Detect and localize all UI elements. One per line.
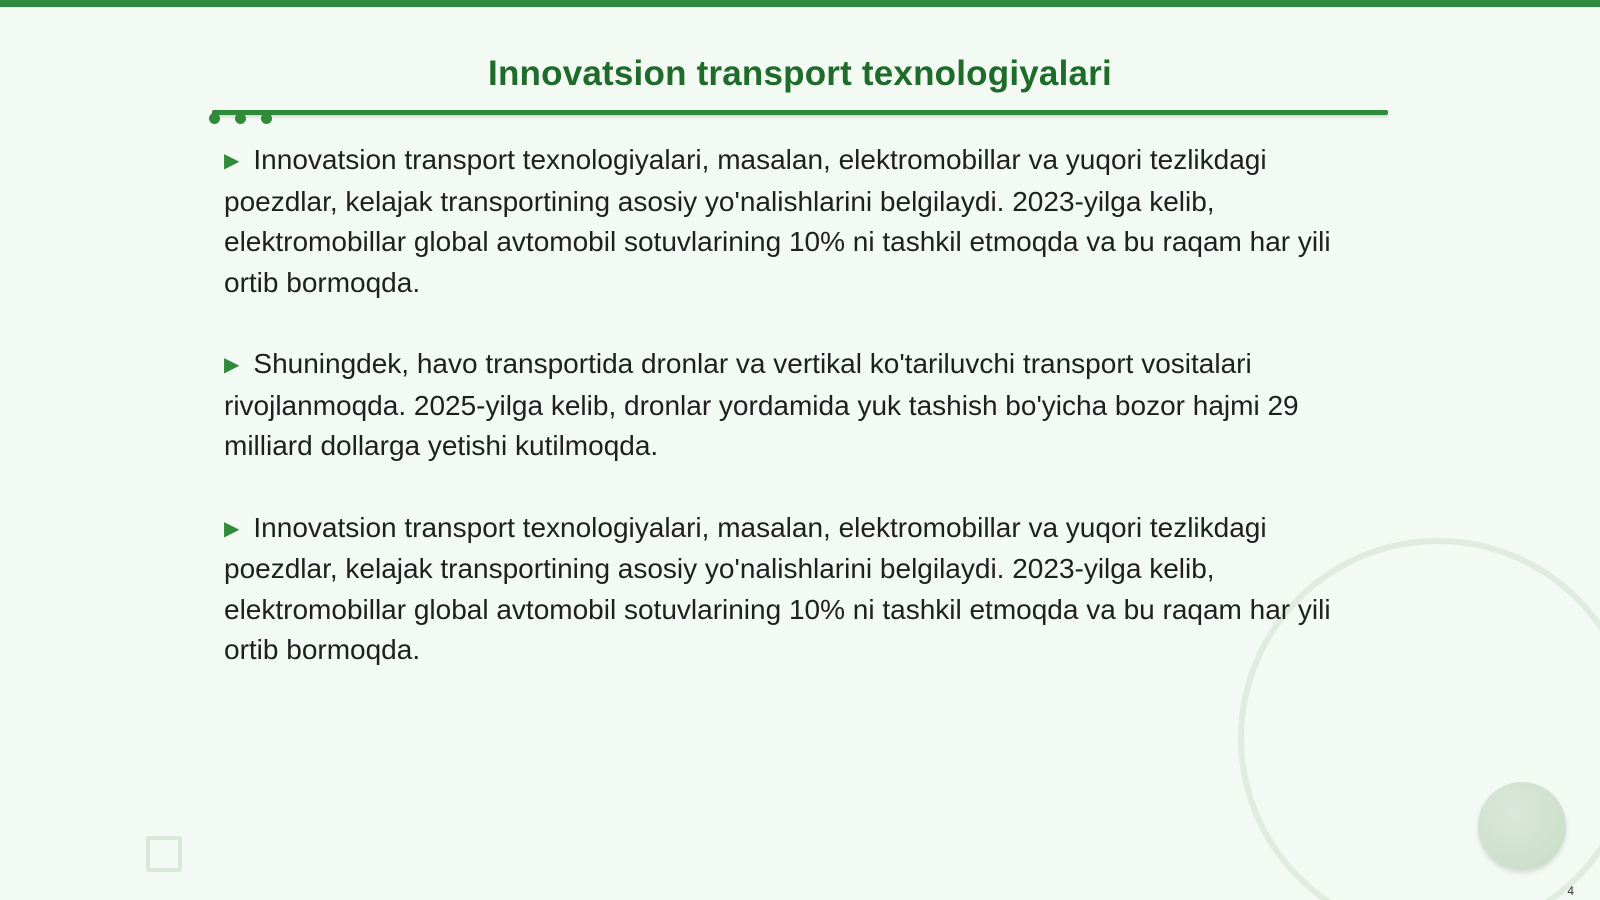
underline-dot — [261, 113, 272, 124]
page-number: 4 — [1567, 884, 1574, 898]
bullet-item — [224, 508, 1364, 671]
title-underline — [212, 110, 1388, 115]
bullet-text: Shuningdek, havo transportida dronlar va vertikal ko'tariluvchi transport vositalari rivojlanmoqda. 2025-yilga kelib, dronlar yordamida yuk tashish bo'yicha bozor hajmi 29 milliard dollarga yetishi kutilmoqda. — [224, 348, 1299, 461]
underline-dot — [209, 113, 220, 124]
bullet-list — [224, 140, 1364, 712]
decorative-square — [146, 836, 182, 872]
bullet-item — [224, 140, 1364, 303]
top-accent-bar — [0, 0, 1600, 7]
bullet-text: Innovatsion transport texnologiyalari, masalan, elektromobillar va yuqori tezlikdagi poezdlar, kelajak transportining asosiy yo'nalishlarini belgilaydi. 2023-yilga kelib, elektromobillar global avtomobil sotuvlarining 10% ni tashkil etmoqda va bu raqam har yili ortib bormoqda. — [224, 511, 1331, 665]
decorative-disc — [1478, 782, 1566, 870]
bullet-text: Innovatsion transport texnologiyalari, masalan, elektromobillar va yuqori tezlikdagi poezdlar, kelajak transportining asosiy yo'nalishlarini belgilaydi. 2023-yilga kelib, elektromobillar global avtomobil sotuvlarining 10% ni tashkil etmoqda va bu raqam har yili ortib bormoqda. — [224, 144, 1331, 298]
underline-dot — [235, 113, 246, 124]
slide-title: Innovatsion transport texnologiyalari — [488, 54, 1112, 93]
play-triangle-icon: ▶ — [224, 354, 240, 376]
bullet-item — [224, 344, 1364, 467]
play-triangle-icon: ▶ — [224, 150, 240, 172]
play-triangle-icon: ▶ — [224, 517, 240, 540]
